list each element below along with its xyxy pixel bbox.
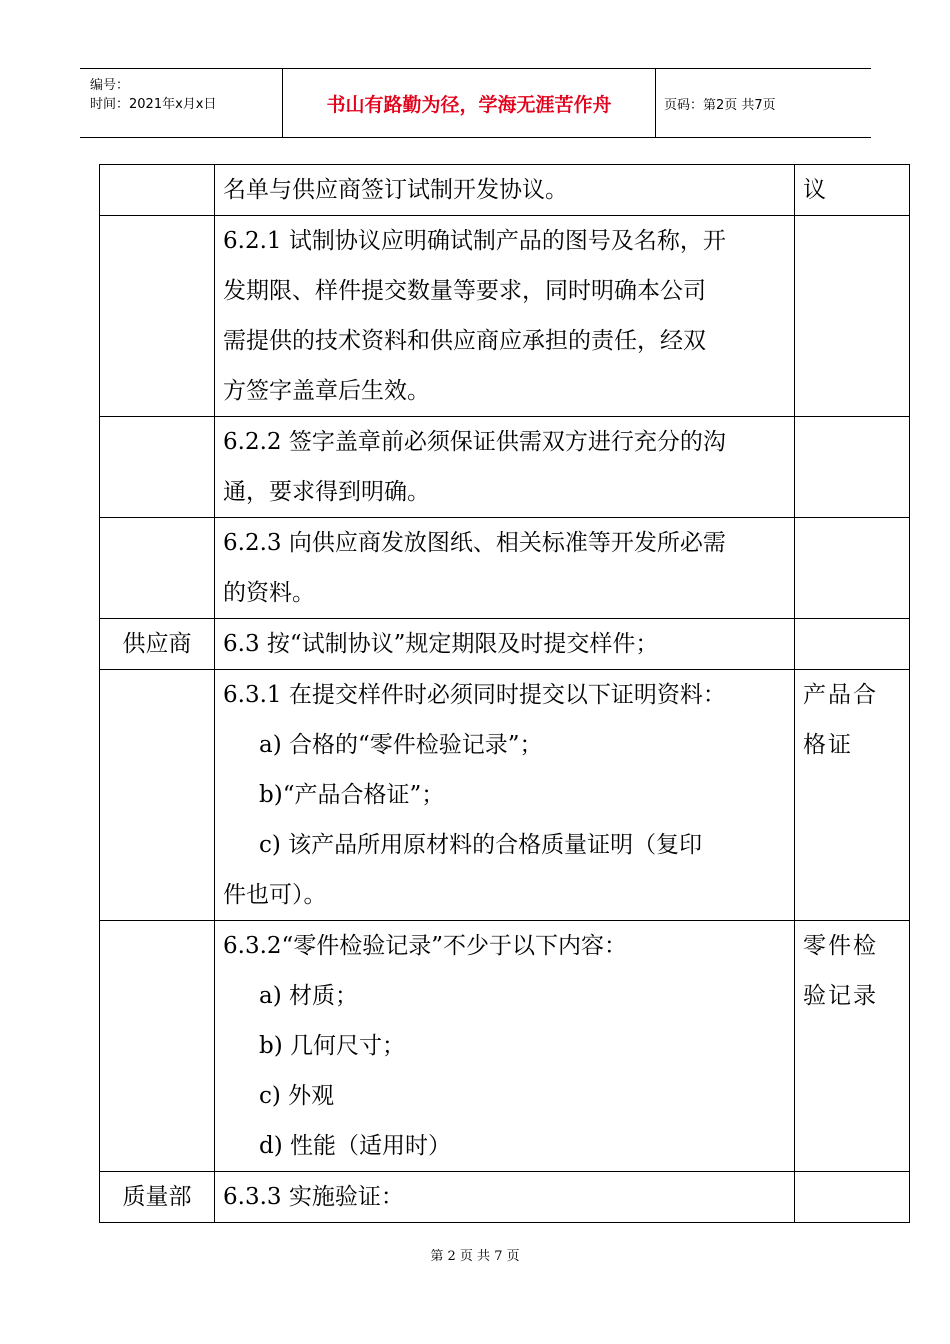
header-meta [80,69,283,137]
dept-cell [100,417,215,518]
record-line: 格证 [803,732,853,758]
record-cell [795,165,910,216]
content-line: a) 合格的“零件检验记录”； [259,732,543,758]
dept-cell [100,216,215,417]
content-cell [215,619,795,670]
table-row [100,619,910,670]
content-line: 需提供的技术资料和供应商应承担的责任，经双 [223,328,706,354]
content-cell [215,518,795,619]
content-line: c) 外观 [259,1083,335,1109]
content-line: c) 该产品所用原材料的合格质量证明（复印 [259,832,703,858]
table-row [100,1172,910,1223]
dept-cell: 质量部 [100,1172,215,1223]
record-cell [795,619,910,670]
record-line: 议 [803,177,828,203]
dept-cell: 供应商 [100,619,215,670]
record-cell [795,921,910,1172]
content-line: a) 材质； [259,983,358,1009]
content-line: b) 几何尺寸； [259,1033,406,1059]
record-cell [795,1172,910,1223]
content-line: 6.2.3 向供应商发放图纸、相关标准等开发所必需 [223,530,726,556]
content-line: 6.2.1 试制协议应明确试制产品的图号及名称，开 [223,228,726,254]
record-line: 验记录 [803,983,878,1009]
content-cell [215,670,795,921]
record-cell [795,518,910,619]
content-line: 发期限、样件提交数量等要求，同时明确本公司 [223,278,706,304]
content-line: 方签字盖章后生效。 [223,378,430,404]
content-line: 6.3.3 实施验证： [223,1184,404,1210]
record-cell [795,417,910,518]
content-cell [215,216,795,417]
content-line: 6.3.1 在提交样件时必须同时提交以下证明资料： [223,682,726,708]
record-cell [795,670,910,921]
content-line: 件也可）。 [223,882,327,908]
dept-cell [100,518,215,619]
dept-cell [100,670,215,921]
header-motto: 书山有路勤为径，学海无涯苦作舟 [283,69,656,137]
procedure-table [99,164,910,1223]
content-line: 6.3.2“零件检验记录”不少于以下内容： [223,933,628,959]
content-line: d) 性能（适用时） [259,1133,452,1159]
dept-cell [100,921,215,1172]
content-line: 的资料。 [223,580,315,606]
content-line: 6.2.2 签字盖章前必须保证供需双方进行充分的沟 [223,429,726,455]
code-label: 编号： [90,78,130,93]
table-row [100,921,910,1172]
content-line: b)“产品合格证”； [259,782,445,808]
content-cell [215,1172,795,1223]
content-line: 6.3 按“试制协议”规定期限及时提交样件； [223,631,659,657]
content-cell [215,165,795,216]
record-cell [795,216,910,417]
page-header [80,68,871,138]
page-footer: 第 2 页 共 7 页 [430,1249,520,1264]
content-line: 通，要求得到明确。 [223,479,430,505]
table-row [100,165,910,216]
table-row [100,216,910,417]
content-cell [215,921,795,1172]
header-page-info: 页码：第2页 共7页 [664,97,776,113]
dept-cell [100,165,215,216]
record-line: 产品合 [803,682,878,708]
content-line: 名单与供应商签订试制开发协议。 [223,177,568,203]
table-row [100,518,910,619]
table-row [100,670,910,921]
content-cell [215,417,795,518]
time-label: 时间：2021年x月x日 [90,97,217,112]
record-line: 零件检 [803,933,878,959]
table-row [100,417,910,518]
